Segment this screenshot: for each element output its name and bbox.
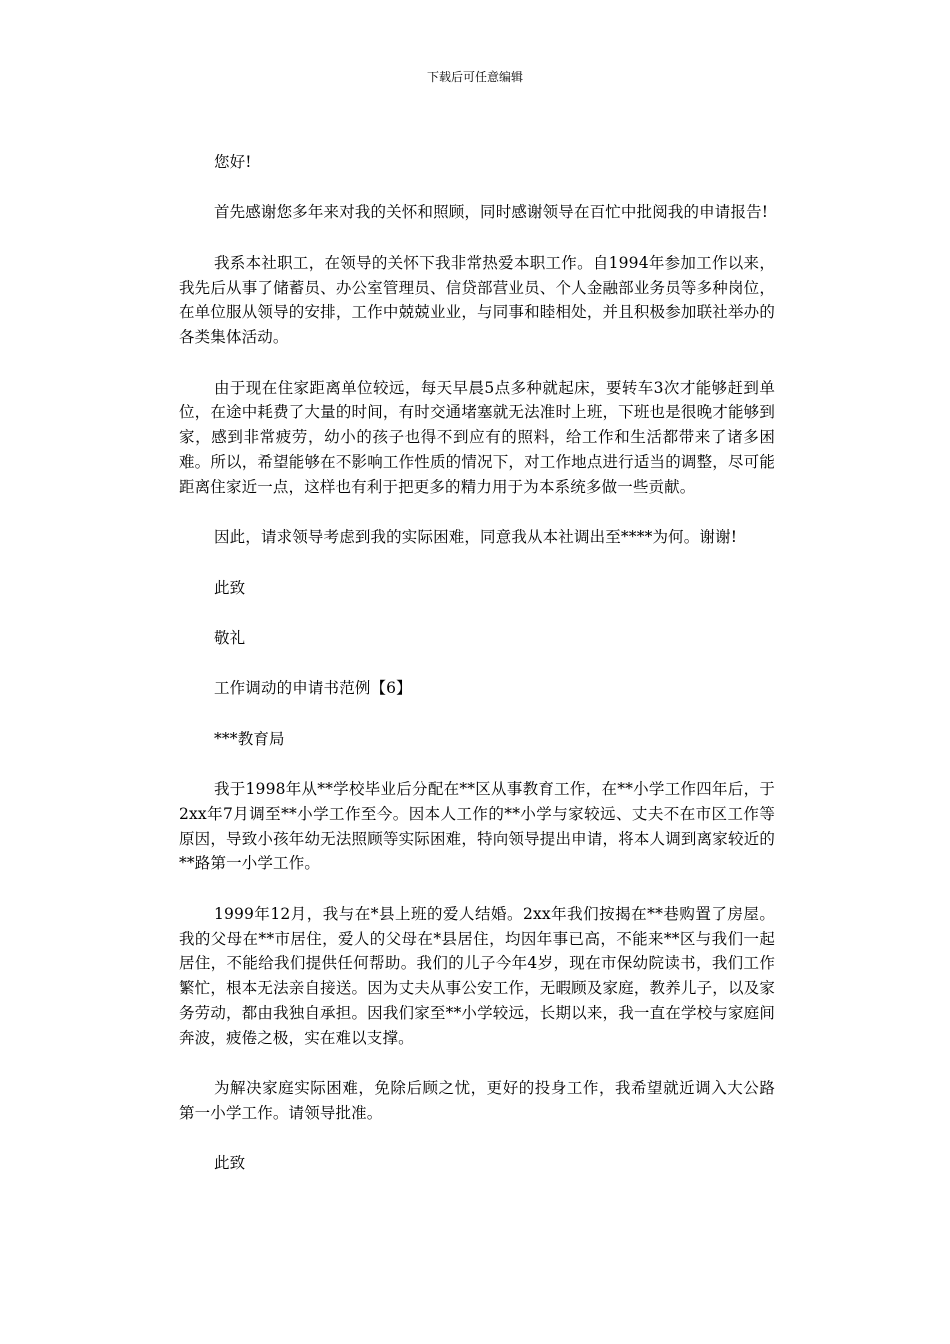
salutation-line: 敬礼 [214,628,246,647]
closing-line-2: 此致 [214,1154,246,1173]
page-header: 下载后可任意编辑 [426,70,523,84]
request-transfer-paragraph: 为解决家庭实际困难，免除后顾之忧，更好的投身工作，我希望就近调入大公路第一小学工作。请领导批准。 [179,1079,775,1123]
letter-body [179,150,775,1176]
recipient-line: ***教育局 [214,729,285,748]
background-paragraph: 我系本社职工，在领导的关怀下我非常热爱本职工作。自1994年参加工作以来，我先后从事了储蓄员、办公室管理员、信贷部营业员、个人金融部业务员等多种岗位，在单位服从领导的安排，工作中兢兢业业，与同事和睦相处，并且积极参加联社举办的各类集体活动。 [179,253,775,347]
request-paragraph: 因此，请求领导考虑到我的实际困难，同意我从本社调出至****为何。谢谢! [214,528,738,547]
family-situation-paragraph: 1999年12月，我与在*县上班的爱人结婚。2xx年我们按揭在**巷购置了房屋。我的父母在**市居住，爱人的父母在*县居住，均因年事已高，不能来**区与我们一起居住，不能给我们提供任何帮助。我们的儿子今年4岁，现在市保幼院读书，我们工作繁忙，根本无法亲自接送。因为丈夫从事公安工作，无暇顾及家庭，教养儿子，以及家务劳动，都由我独自承担。因我们家至**小学较远，长期以来，我一直在学校与家庭间奔波，疲倦之极，实在难以支撑。 [179,904,775,1047]
greeting-paragraph: 您好! [214,153,252,171]
thanks-paragraph: 首先感谢您多年来对我的关怀和照顾，同时感谢领导在百忙中批阅我的申请报告! [214,203,769,222]
reason-paragraph: 由于现在住家距离单位较远，每天早晨5点多种就起床，要转车3次才能够赶到单位，在途中耗费了大量的时间，有时交通堵塞就无法准时上班，下班也是很晚才能够到家，感到非常疲劳，幼小的孩子也得不到应有的照料，给工作和生活都带来了诸多困难。所以，希望能够在不影响工作性质的情况下，对工作地点进行适当的调整，尽可能距离住家近一点，这样也有利于把更多的精力用于为本系统多做一些贡献。 [179,378,775,496]
section-title: 工作调动的申请书范例【6】 [214,679,412,698]
closing-line: 此致 [214,578,246,597]
work-history-paragraph: 我于1998年从**学校毕业后分配在**区从事教育工作，在**小学工作四年后，于2xx年7月调至**小学工作至今。因本人工作的**小学与家较远、丈夫不在市区工作等原因，导致小孩年幼无法照顾等实际困难，特向领导提出申请，将本人调到离家较近的**路第一小学工作。 [179,780,775,873]
